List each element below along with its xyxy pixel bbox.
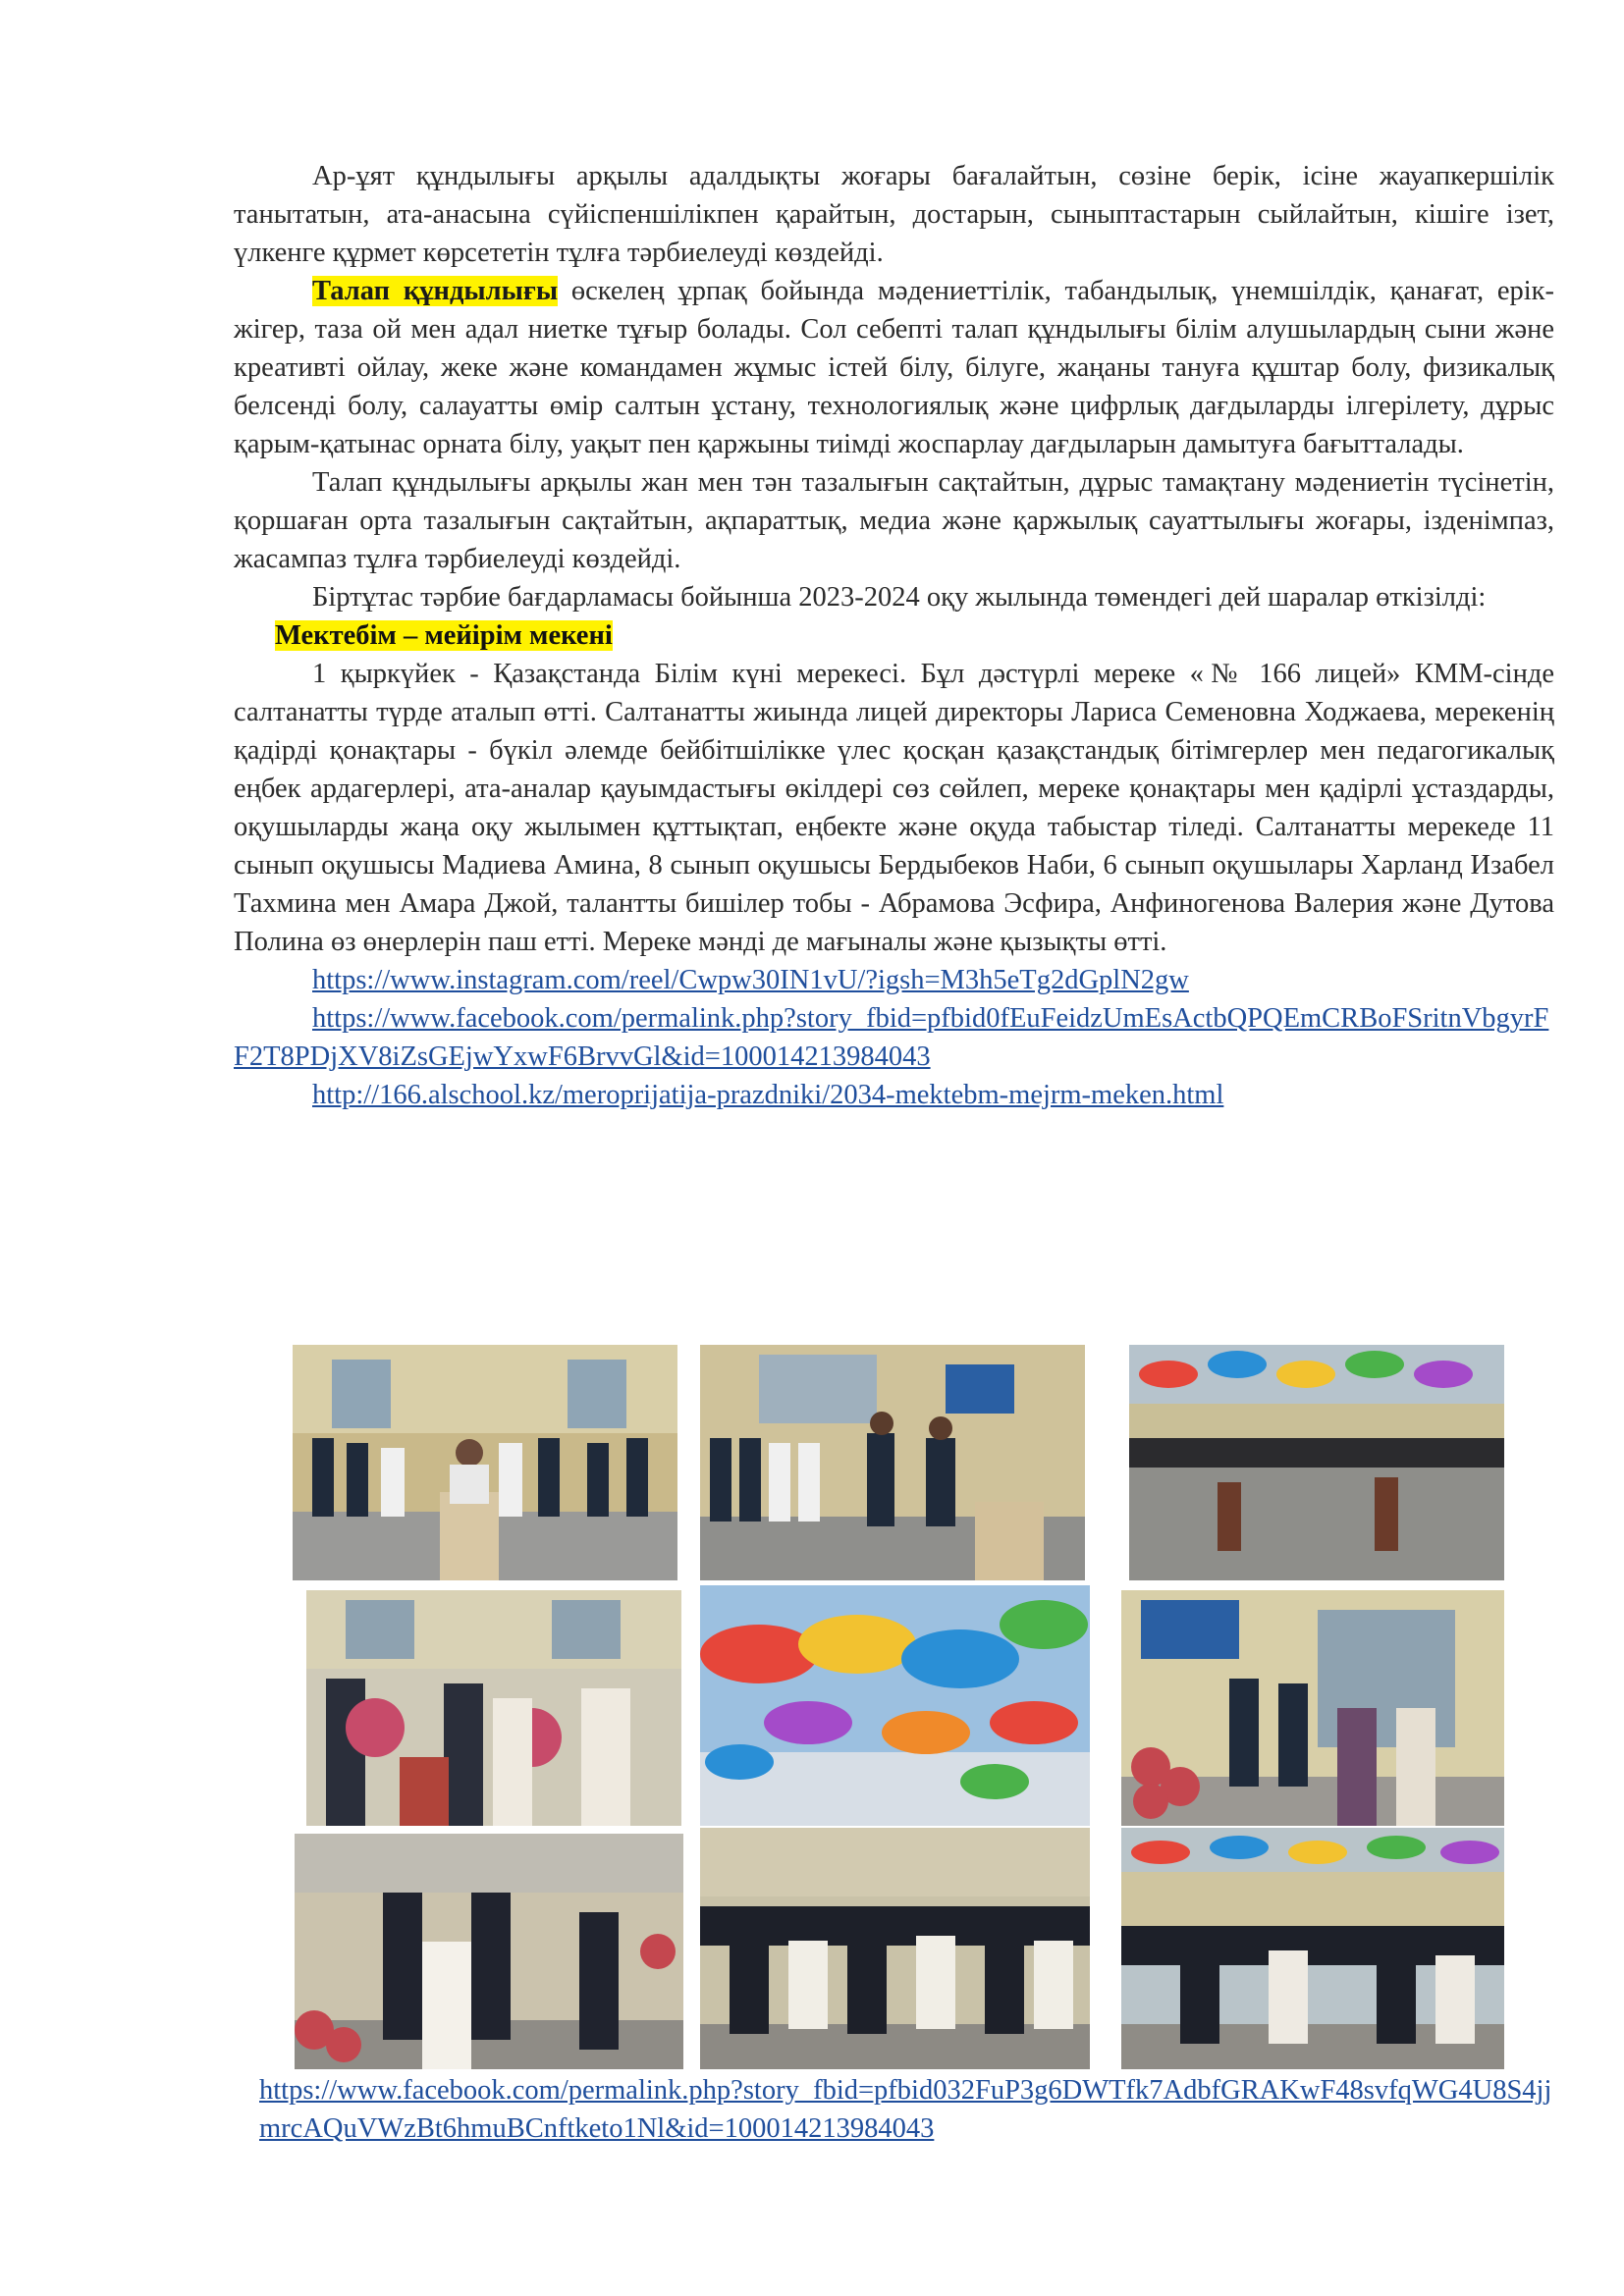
photo-rainbow-umbrellas: [700, 1585, 1090, 1826]
paragraph-ar-uyat: Ар-ұят құндылығы арқылы адалдықты жоғары бағалайтын, сөзіне берік, ісіне жауапкершілік танытатын, ата-анасына сүйіспеншілікпен қарайтын, достарын, сыныптастарын сыйлайтын, кішіге ізет, үлкенге құрмет көрсететін тұлға тәрбиелеуді көздейді.: [234, 161, 1554, 268]
paragraph-knowledge-day: 1 қыркүйек - Қазақстанда Білім күні мерекесі. Бұл дәстүрлі мереке «№ 166 лицей» КММ-сінде салтанатты түрде аталып өтті. Салтанатты жиында лицей директоры Лариса Семеновна Ходжаева, мерекенің қадірді қонақтары - бүкіл әлемде бейбітшілікке үлес қосқан қазақстандық бітімгерлер мен педагогикалық еңбек ардагерлері, ата-аналар қауымдастығы өкілдері сөз сөйлеп, мереке қонақтары мен қадірлі ұстаздарды, оқушыларды жаңа оқу жылымен құттықтап, еңбекте және оқуда табыстар тіледі. Салтанатты мерекеде 11 сынып оқушысы Мадиева Амина, 8 сынып оқушысы Бердыбеков Наби, 6 сынып оқушылары Харланд Изабел Тахмина мен Амара Джой, талантты бишілер тобы - Абрамова Эсфира, Анфиногенова Валерия және Дутова Полина өз өнерлерін паш етті. Мереке мәнді де мағыналы және қызықты өтті.: [234, 659, 1554, 957]
photo-dancers-courtyard: [1129, 1345, 1504, 1580]
paragraph-talap-2: Талап құндылығы арқылы жан мен тән тазалығын сақтайтын, дұрыс тамақтану мәдениетін түсінетін, қоршаған орта тазалығын сақтайтын, ақпараттық, медиа және қаржылық сауаттылығы жоғары, ізденімпаз, жасампаз тұлға тәрбиелеуді көздейді.: [234, 467, 1554, 574]
photo-guests-with-flowers: [306, 1590, 681, 1826]
link-row-facebook: [234, 999, 1554, 1076]
link-row-facebook-2: [234, 2071, 1554, 2148]
highlight-talap: Талап құндылығы: [312, 276, 559, 306]
paragraph-talap: [234, 272, 1554, 463]
photo-students-entering: [295, 1834, 683, 2069]
instagram-link[interactable]: https://www.instagram.com/reel/Cwpw30IN1vU/?igsh=M3h5eTg2dGplN2gw: [312, 965, 1189, 995]
link-row-instagram: [234, 961, 1554, 999]
paragraph-events-intro: Біртұтас тәрбие бағдарламасы бойынша 2023-2024 оқу жылында төмендегі дей шаралар өткізілді:: [312, 582, 1487, 613]
photo-speaker-at-podium: [293, 1345, 677, 1580]
link-row-school: [234, 1076, 1554, 1114]
photo-teachers-microphone: [1121, 1590, 1504, 1826]
document-body: [234, 157, 1554, 1114]
photo-women-at-podium: [700, 1345, 1085, 1580]
section-heading: [234, 616, 1554, 655]
facebook-link-2[interactable]: https://www.facebook.com/permalink.php?story_fbid=pfbid032FuP3g6DWTfk7AdbfGRAKwF48svfqWG4U8S4jjmrcAQuVWzBt6hmuBCnftketo1Nl&id=100014213984043: [259, 2075, 1552, 2144]
paragraph-talap-text: өскелең ұрпақ бойында мәдениеттілік, табандылық, үнемшілдік, қанағат, ерік-жігер, таза ой мен адал ниетке тұғыр болады. Сол себепті талап құндылығы білім алушылардың сыни және креативті ойлау, жеке және командамен жұмыс істей білу, білуге, жаңаны тануға құштар болу, физикалық белсенді болу, салауатты өмір салтын ұстану, технологиялық және цифрлық дағдыларды ілгерілету, дұрыс қарым-қатынас орната білу, уақыт пен қаржыны тиімді жоспарлау дағдыларын дамытуға бағытталады.: [234, 276, 1555, 459]
heading-text: Мектебім – мейірім мекені: [275, 620, 613, 651]
photo-students-courtyard: [1121, 1828, 1504, 2069]
school-site-link[interactable]: http://166.alschool.kz/meroprijatija-prazdniki/2034-mektebm-mejrm-meken.html: [312, 1080, 1224, 1110]
photo-crowd-dancing: [700, 1828, 1090, 2069]
facebook-link[interactable]: https://www.facebook.com/permalink.php?story_fbid=pfbid0fEuFeidzUmEsActbQPQEmCRBoFSritnVbgyrFF2T8PDjXV8iZsGEjwYxwF6BrvvGl&id=100014213984043: [234, 1003, 1549, 1072]
bottom-link-block: [234, 2071, 1554, 2148]
